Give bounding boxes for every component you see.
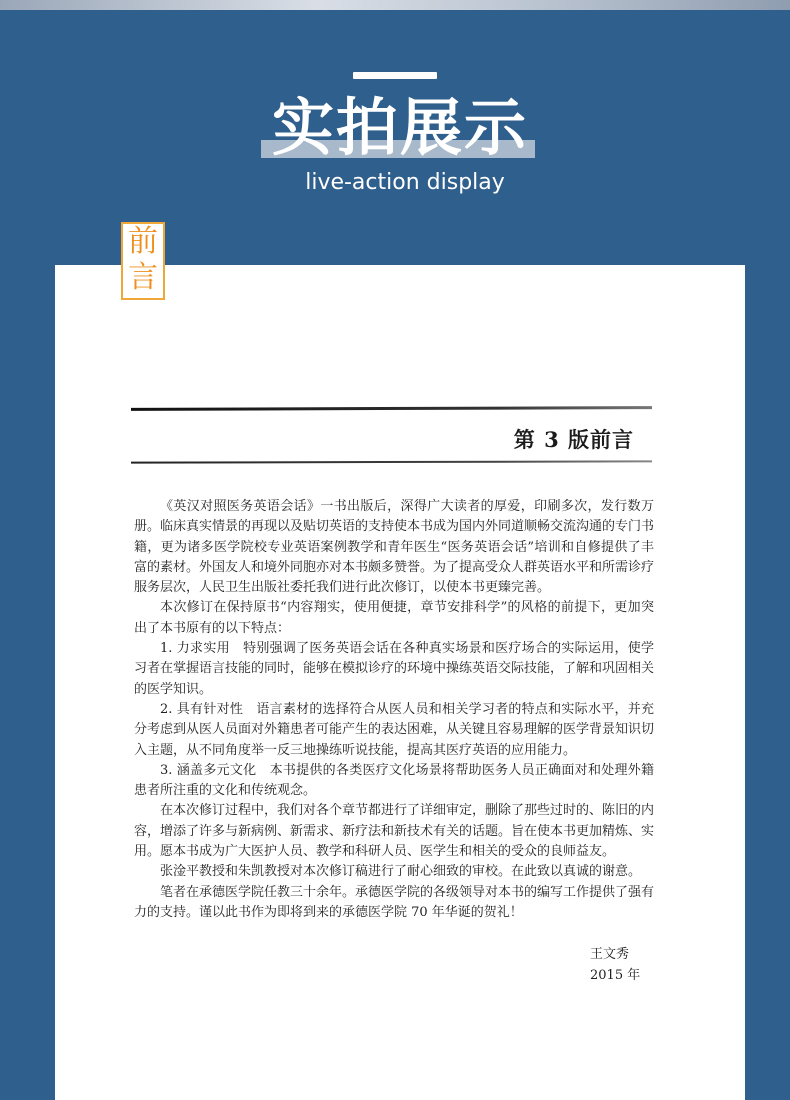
preface-badge (121, 222, 165, 300)
paragraph: 笔者在承德医学院任教三十余年。承德医学院的各级领导对本书的编写工作提供了强有力的支持。谨以此书作为即将到来的承德医学院 70 年华诞的贺礼！ (134, 884, 655, 920)
banner-subtitle: live-action display (305, 170, 505, 195)
document-body (134, 497, 654, 923)
paragraph: 1. 力求实用 特别强调了医务英语会话在各种真实场景和医疗场合的实际运用，使学习者在掌握语言技能的同时，能够在模拟诊疗的环境中操练英语交际技能，了解和巩固相关的医学知识。 (134, 641, 655, 697)
paragraph: 《英汉对照医务英语会话》一书出版后，深得广大读者的厚爱，印刷多次，发行数万册。临床真实情景的再现以及贴切英语的支持使本书成为国内外同道顺畅交流沟通的专门书籍，更为诸多医学院校专业英语案例教学和青年医生“医务英语会话”培训和自修提供了丰富的素材。外国友人和境外同胞亦对本书颇多赞誉。为了提高受众人群英语水平和所需诊疗服务层次，人民卫生出版社委托我们进行此次修订，以使本书更臻完善。 (134, 499, 655, 596)
top-photo-strip (0, 0, 790, 10)
paragraph: 在本次修订过程中，我们对各个章节都进行了详细审定，删除了那些过时的、陈旧的内容，增添了许多与新病例、新需求、新疗法和新技术有关的话题。旨在使本书更加精炼、实用。愿本书成为广大医护人员、教学和科研人员、医学生和相关的受众的良师益友。 (134, 803, 655, 860)
paragraph: 本次修订在保持原书“内容翔实，使用便捷，章节安排科学”的风格的前提下，更加突出了本书原有的以下特点： (134, 600, 654, 636)
signature-year: 2015 年 (590, 968, 641, 983)
title-accent-bar (353, 72, 437, 79)
document-heading: 第 3 版前言 (513, 427, 634, 452)
banner-title: 实拍展示 (271, 91, 528, 164)
paragraph: 3. 涵盖多元文化 本书提供的各类医疗文化场景将帮助医务人员正确面对和处理外籍患者所注重的文化和传统观念。 (134, 762, 654, 799)
banner-title-block (255, 92, 545, 167)
author-name: 王文秀 (590, 947, 630, 962)
preface-badge-char-1: 前 (128, 224, 158, 259)
preface-badge-char-2: 言 (128, 260, 158, 295)
paragraph: 张淦平教授和朱凯教授对本次修订稿进行了耐心细致的审校。在此致以真诚的谢意。 (160, 864, 642, 880)
signature-block (590, 944, 670, 986)
paragraph: 2. 具有针对性 语言素材的选择符合从医人员和相关学习者的特点和实际水平，并充分考虑到从医人员面对外籍患者可能产生的表达困难，从关键且容易理解的医学背景知识切入主题，从不同角度举一反三地操练听说技能，提高其医疗英语的应用能力。 (134, 701, 655, 758)
